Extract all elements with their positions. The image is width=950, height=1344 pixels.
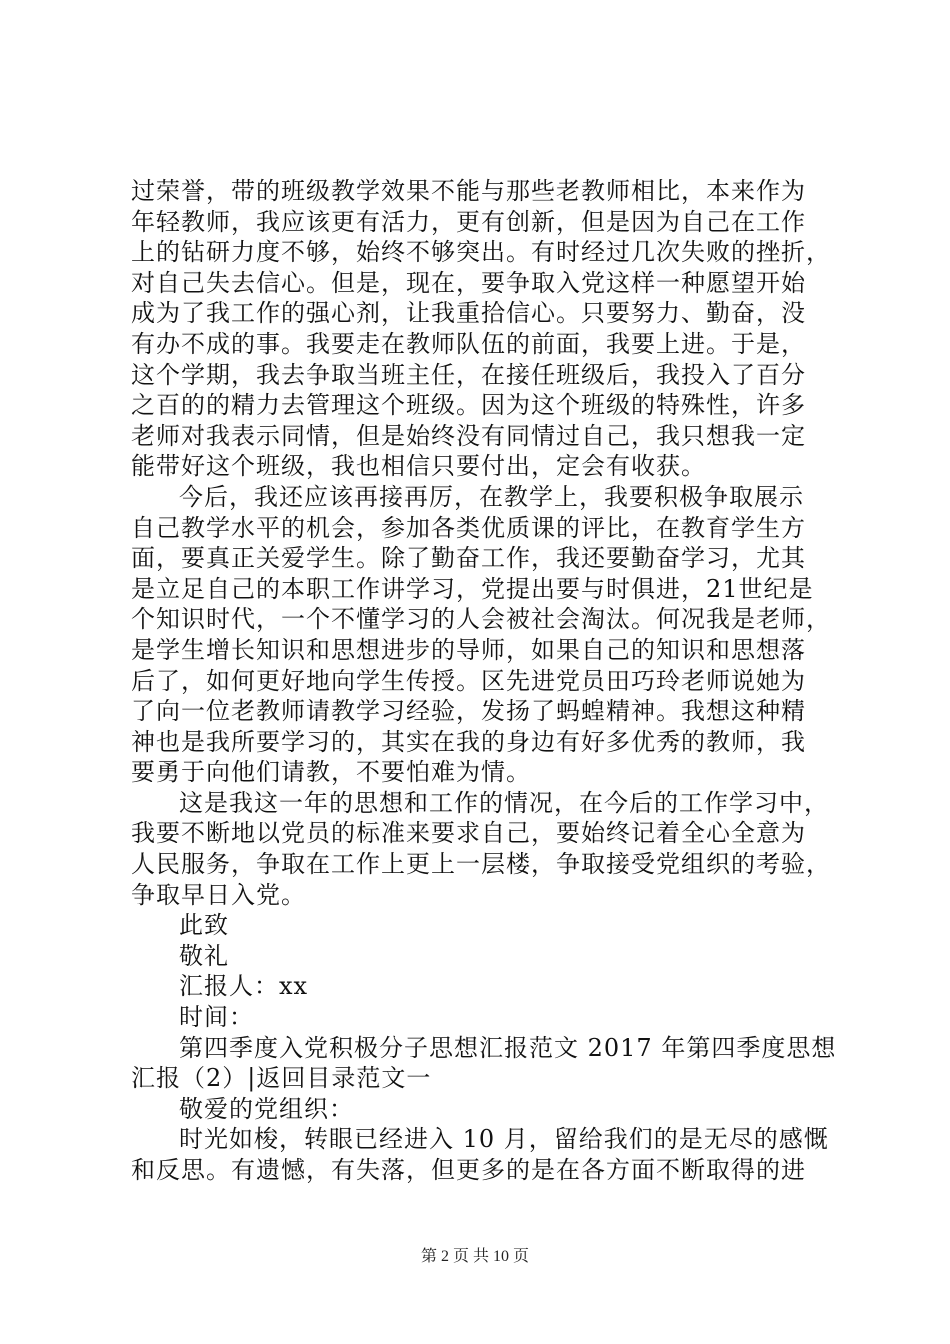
body-text bbox=[131, 176, 837, 1186]
text-line: 我要不断地以党员的标准来要求自己，要始终记着全心全意为 bbox=[131, 819, 806, 848]
text-line: 敬爱的党组织： bbox=[179, 1094, 354, 1123]
text-line: 是立足自己的本职工作讲学习，党提出要与时俱进，21世纪是 bbox=[131, 574, 814, 603]
text-line: 有办不成的事。我要走在教师队伍的前面，我要上进。于是， bbox=[131, 329, 806, 358]
text-line: 后了，如何更好地向学生传授。区先进党员田巧玲老师说她为 bbox=[131, 666, 806, 695]
text-line: 和反思。有遗憾，有失落，但更多的是在各方面不断取得的进 bbox=[131, 1156, 806, 1184]
text-line: 个知识时代，一个不懂学习的人会被社会淘汰。何况我是老师， bbox=[131, 605, 831, 634]
text-line: 是学生增长知识和思想进步的导师，如果自己的知识和思想落 bbox=[131, 635, 806, 664]
text-line: 能带好这个班级，我也相信只要付出，定会有收获。 bbox=[131, 452, 706, 481]
text-line: 神也是我所要学习的，其实在我的身边有好多优秀的教师，我 bbox=[131, 727, 806, 756]
text-line: 汇报（2）|返回目录范文一 bbox=[131, 1064, 432, 1093]
text-line: 第四季度入党积极分子思想汇报范文 2017 年第四季度思想 bbox=[179, 1033, 837, 1062]
text-line: 时光如梭，转眼已经进入 10 月，留给我们的是无尽的感慨 bbox=[179, 1125, 829, 1154]
text-line: 这个学期，我去争取当班主任，在接任班级后，我投入了百分 bbox=[131, 360, 806, 389]
text-line: 过荣誉，带的班级教学效果不能与那些老教师相比，本来作为 bbox=[131, 177, 806, 205]
text-line: 敬礼 bbox=[179, 941, 229, 970]
text-line: 这是我这一年的思想和工作的情况，在今后的工作学习中， bbox=[179, 788, 829, 817]
text-line: 成为了我工作的强心剂，让我重拾信心。只要努力、勤奋，没 bbox=[131, 299, 806, 328]
text-line: 老师对我表示同情，但是始终没有同情过自己，我只想我一定 bbox=[131, 421, 806, 450]
text-line: 上的钻研力度不够，始终不够突出。有时经过几次失败的挫折， bbox=[131, 238, 831, 267]
text-line: 时间： bbox=[179, 1003, 254, 1032]
text-line: 要勇于向他们请教，不要怕难为情。 bbox=[131, 758, 531, 787]
text-line: 了向一位老教师请教学习经验，发扬了蚂蝗精神。我想这种精 bbox=[131, 697, 806, 726]
text-line: 自己教学水平的机会，参加各类优质课的评比，在教育学生方 bbox=[131, 513, 806, 542]
text-line: 今后，我还应该再接再厉，在教学上，我要积极争取展示 bbox=[179, 482, 804, 511]
text-line: 此致 bbox=[179, 911, 229, 940]
text-line: 年轻教师，我应该更有活力，更有创新，但是因为自己在工作 bbox=[131, 207, 806, 236]
page-footer: 第 2 页 共 10 页 bbox=[420, 1248, 529, 1265]
text-line: 争取早日入党。 bbox=[131, 880, 306, 909]
text-line: 汇报人：xx bbox=[179, 972, 309, 1001]
text-line: 之百的的精力去管理这个班级。因为这个班级的特殊性，许多 bbox=[131, 391, 806, 420]
text-line: 人民服务，争取在工作上更上一层楼，争取接受党组织的考验， bbox=[131, 850, 831, 879]
text-line: 面，要真正关爱学生。除了勤奋工作，我还要勤奋学习，尤其 bbox=[131, 544, 806, 573]
text-line: 对自己失去信心。但是，现在，要争取入党这样一种愿望开始 bbox=[131, 268, 806, 297]
